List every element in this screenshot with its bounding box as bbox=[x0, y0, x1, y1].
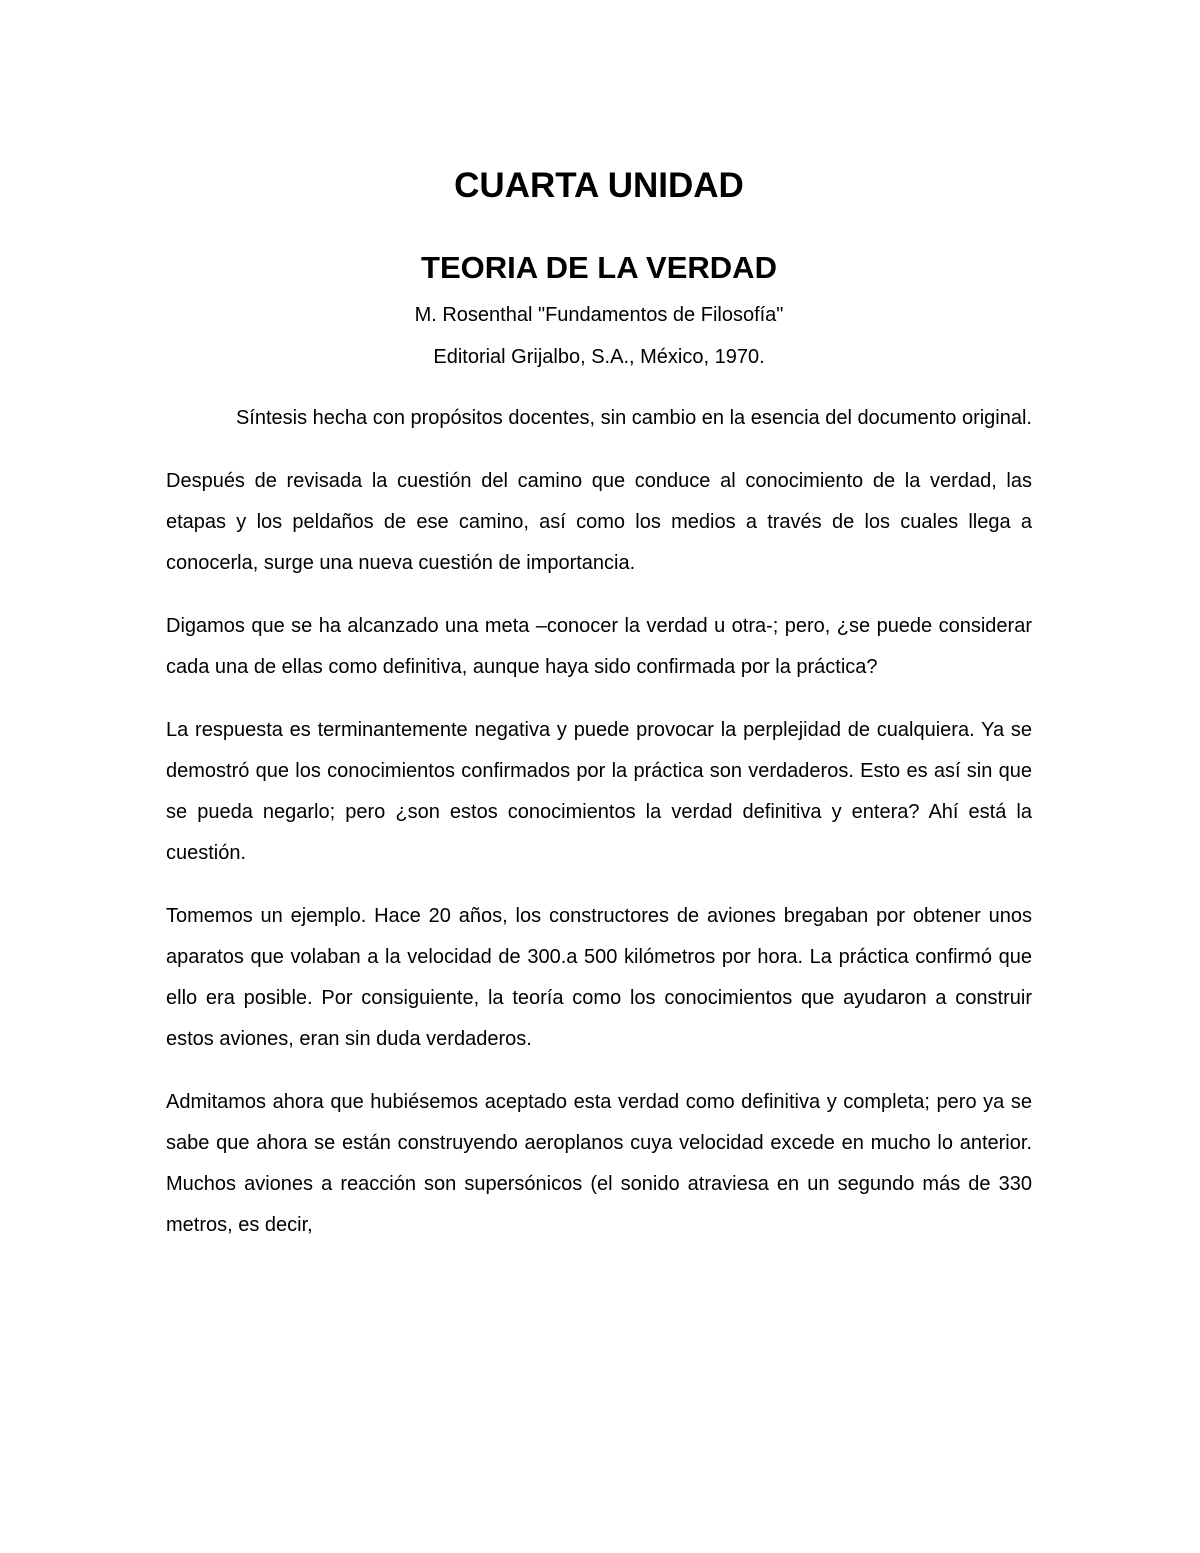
paragraph: La respuesta es terminantemente negativa y puede provocar la perplejidad de cualquiera. Ya se demostró que los conocimientos confirmados por la práctica son verdaderos. Esto es así sin que se pueda negarlo; pero ¿son estos conocimientos la verdad definitiva y entera? Ahí está la cuestión. bbox=[166, 719, 1032, 864]
document-page bbox=[166, 160, 1032, 1246]
paragraph: Tomemos un ejemplo. Hace 20 años, los constructores de aviones bregaban por obtener unos aparatos que volaban a la velocidad de 300.a 500 kilómetros por hora. La práctica confirmó que ello era posible. Por consiguiente, la teoría como los conocimientos que ayudaron a construir estos aviones, eran sin duda verdaderos. bbox=[166, 905, 1032, 1050]
reference-author: M. Rosenthal "Fundamentos de Filosofía" bbox=[414, 304, 784, 326]
paragraph: Digamos que se ha alcanzado una meta –conocer la verdad u otra-; pero, ¿se puede considerar cada una de ellas como definitiva, aunque haya sido confirmada por la práctica? bbox=[166, 615, 1032, 678]
synthesis-note: Síntesis hecha con propósitos docentes, sin cambio en la esencia del documento original. bbox=[235, 407, 1032, 429]
document-subtitle: TEORIA DE LA VERDAD bbox=[421, 250, 777, 285]
paragraph: Admitamos ahora que hubiésemos aceptado esta verdad como definitiva y completa; pero ya se sabe que ahora se están construyendo aeroplanos cuya velocidad excede en mucho lo anterior. Muchos aviones a reacción son supersónicos (el sonido atraviesa en un segundo más de 330 metros, es decir, bbox=[166, 1091, 1032, 1236]
reference-publisher: Editorial Grijalbo, S.A., México, 1970. bbox=[433, 346, 765, 368]
paragraph: Después de revisada la cuestión del camino que conduce al conocimiento de la verdad, las etapas y los peldaños de ese camino, así como los medios a través de los cuales llega a conocerla, surge una nueva cuestión de importancia. bbox=[166, 470, 1032, 574]
document-title: CUARTA UNIDAD bbox=[454, 166, 744, 205]
